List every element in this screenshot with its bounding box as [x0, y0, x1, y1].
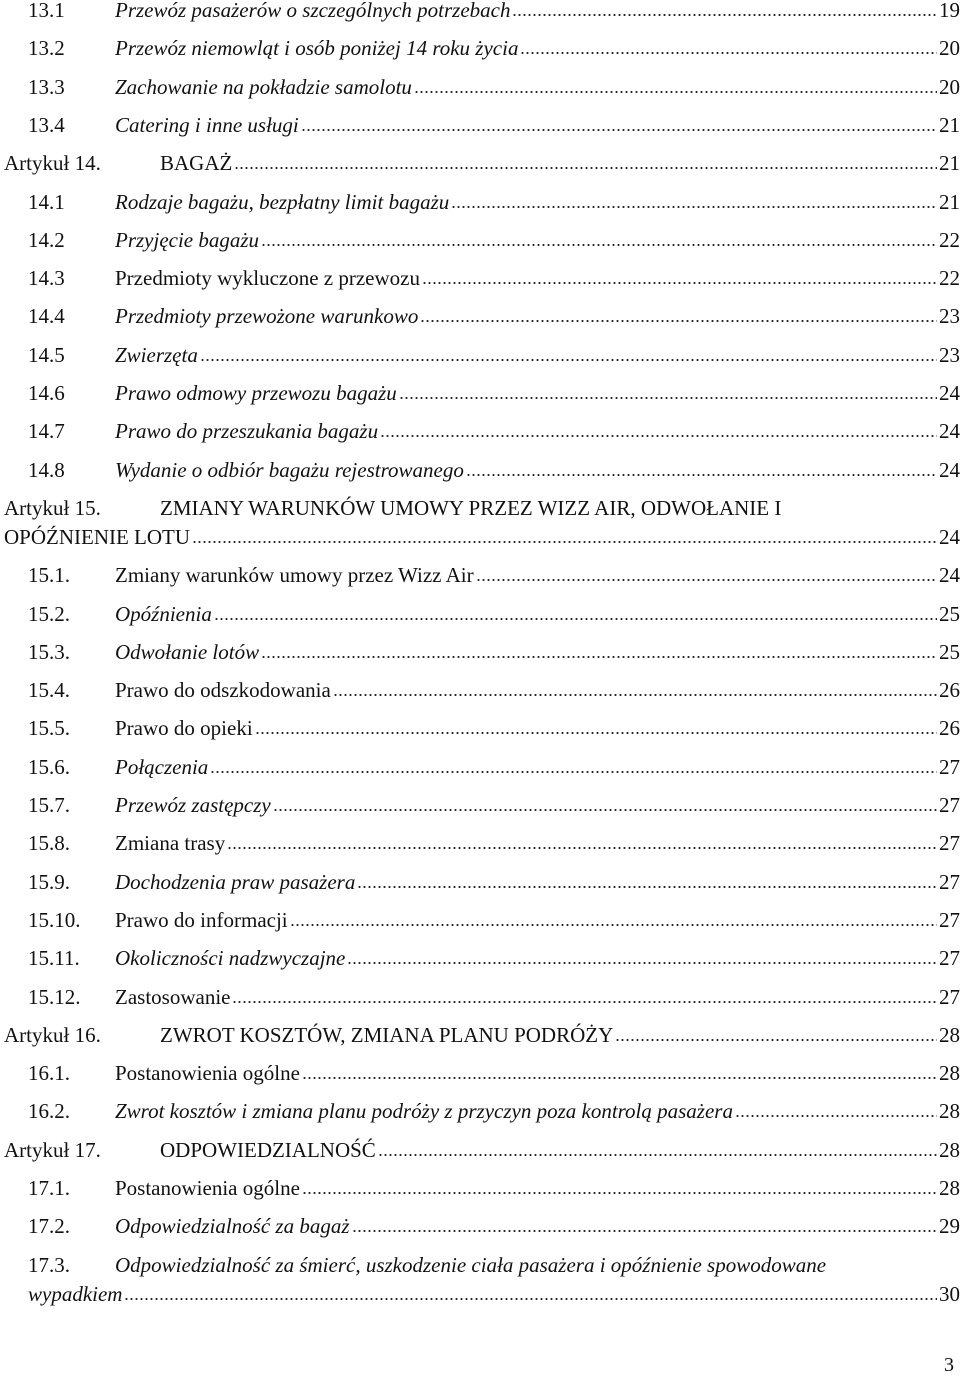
toc-entry[interactable] — [0, 1175, 960, 1201]
toc-entry-title: Dochodzenia praw pasażera — [115, 869, 356, 894]
toc-entry-page: 22 — [939, 266, 960, 291]
dot-leader — [261, 655, 937, 659]
dot-leader — [466, 473, 937, 477]
toc-entry-number: 13.4 — [28, 112, 65, 137]
dot-leader — [200, 358, 937, 362]
toc-entry-number: 14.2 — [28, 227, 65, 252]
toc-entry-page: 24 — [939, 457, 960, 482]
toc-entry-number: 15.5. — [28, 716, 70, 741]
toc-entry[interactable] — [0, 457, 960, 483]
toc-entry-number: 16.2. — [28, 1099, 70, 1124]
toc-entry[interactable] — [0, 830, 960, 856]
toc-entry-number: 14.6 — [28, 381, 65, 405]
toc-entry[interactable] — [0, 380, 960, 406]
toc-entry-title: Zachowanie na pokładzie samolotu — [115, 74, 412, 99]
toc-entry-title: Przewóz zastępczy — [115, 793, 271, 817]
toc-entry-page: 24 — [939, 381, 960, 405]
toc-entry-page: 25 — [939, 601, 960, 626]
toc-entry-page: 20 — [939, 74, 960, 99]
toc-entry-page: 24 — [939, 419, 960, 444]
dot-leader — [234, 166, 937, 170]
toc-entry-title: ZWROT KOSZTÓW, ZMIANA PLANU PODRÓŻY — [160, 1022, 614, 1047]
dot-leader — [357, 885, 937, 889]
dot-leader — [302, 1191, 937, 1195]
toc-entry[interactable] — [0, 562, 960, 588]
toc-entry-page: 24 — [939, 563, 960, 588]
dot-leader — [476, 578, 937, 582]
toc-entry[interactable] — [0, 0, 960, 23]
toc-entry-title: BAGAŻ — [160, 151, 233, 176]
toc-entry[interactable] — [0, 601, 960, 627]
toc-entry[interactable] — [0, 639, 960, 665]
toc-entry-title: Okoliczności nadzwyczajne — [115, 946, 346, 971]
dot-leader — [301, 128, 937, 132]
toc-entry-page: 27 — [939, 831, 960, 856]
toc-entry-number: Artykuł 17. — [4, 1137, 101, 1162]
dot-leader — [735, 1114, 937, 1118]
toc-entry-page: 28 — [939, 1099, 960, 1124]
dot-leader — [399, 396, 937, 400]
toc-entry-title: Przewóz niemowląt i osób poniżej 14 roku życia — [115, 36, 519, 61]
toc-entry[interactable] — [0, 1213, 960, 1239]
toc-entry[interactable] — [0, 112, 960, 138]
toc-entry-page: 21 — [939, 151, 960, 176]
toc-entry[interactable] — [0, 227, 960, 253]
dot-leader — [347, 961, 937, 965]
toc-entry[interactable] — [0, 1060, 960, 1086]
toc-entry-page: 23 — [939, 304, 960, 329]
toc-entry-number: 14.4 — [28, 304, 65, 329]
toc-entry[interactable] — [0, 35, 960, 61]
toc-entry-page: 28 — [939, 1176, 960, 1200]
dot-leader — [255, 731, 937, 735]
toc-entry-page: 28 — [939, 1061, 960, 1086]
toc-entry[interactable] — [0, 189, 960, 215]
toc-entry-page: 28 — [939, 1022, 960, 1047]
toc-entry-title: Zmiany warunków umowy przez Wizz Air — [115, 563, 474, 588]
toc-entry-title: Zwierzęta — [115, 342, 198, 367]
toc-entry-title: Przedmioty wykluczone z przewozu — [115, 266, 420, 291]
dot-leader — [615, 1038, 937, 1042]
toc-entry-page: 22 — [939, 227, 960, 252]
dot-leader — [214, 617, 937, 621]
toc-entry-title-continued: wypadkiem — [28, 1281, 123, 1306]
toc-entry-number: 13.2 — [28, 36, 65, 61]
dot-leader — [227, 846, 937, 850]
dot-leader — [378, 1153, 937, 1157]
toc-entry[interactable] — [0, 754, 960, 780]
dot-leader — [520, 51, 937, 55]
toc-entry-number: 13.1 — [28, 0, 65, 22]
dot-leader — [380, 434, 937, 438]
toc-entry-number: 15.9. — [28, 869, 70, 894]
toc-entry-title: Przewóz pasażerów o szczególnych potrzebach — [115, 0, 511, 22]
toc-entry-page: 27 — [939, 946, 960, 971]
dot-leader — [232, 1000, 937, 1004]
toc-entry-number: Artykuł 16. — [4, 1022, 101, 1047]
toc-entry-title: Prawo do informacji — [115, 907, 288, 932]
toc-entry-title: Przedmioty przewożone warunkowo — [115, 304, 419, 329]
toc-entry-number: Artykuł 15. — [4, 495, 101, 520]
toc-entry-title: Odpowiedzialność za śmierć, uszkodzenie ciała pasażera i opóźnienie spowodowane — [115, 1252, 827, 1277]
toc-entry-title: Przyjęcie bagażu — [115, 227, 260, 252]
toc-entry-title: Prawo odmowy przewozu bagażu — [115, 381, 397, 405]
toc-entry-number: 15.3. — [28, 639, 70, 664]
dot-leader — [302, 1076, 937, 1080]
toc-entry-page: 25 — [939, 639, 960, 664]
toc-entry-number: 17.2. — [28, 1214, 70, 1239]
toc-entry-title: ZMIANY WARUNKÓW UMOWY PRZEZ WIZZ AIR, ODWOŁANIE I — [160, 495, 782, 520]
toc-entry-number: 14.5 — [28, 342, 65, 367]
toc-entry-page: 27 — [939, 984, 960, 1009]
toc-entry[interactable] — [0, 1252, 960, 1308]
toc-entry-page: 27 — [939, 869, 960, 894]
toc-entry[interactable] — [0, 418, 960, 444]
toc-entry[interactable] — [0, 677, 960, 703]
toc-entry[interactable] — [0, 945, 960, 971]
toc-entry-page: 21 — [939, 112, 960, 137]
dot-leader — [512, 13, 937, 17]
toc-entry-number: 14.8 — [28, 457, 65, 482]
toc-entry-number: 15.11. — [28, 946, 80, 971]
toc-entry-title: Odwołanie lotów — [115, 639, 260, 664]
toc-entry-title: Prawo do odszkodowania — [115, 678, 331, 703]
toc-entry[interactable] — [0, 495, 960, 551]
toc-entry-number: 15.1. — [28, 563, 70, 588]
dot-leader — [352, 1229, 937, 1233]
dot-leader — [261, 243, 937, 247]
toc-entry-number: 15.6. — [28, 754, 70, 779]
toc-entry-title: Postanowienia ogólne — [115, 1061, 300, 1086]
toc-entry-page: 28 — [939, 1137, 960, 1162]
toc-entry-title: Opóźnienia — [115, 601, 212, 626]
toc-entry-page: 26 — [939, 716, 960, 741]
toc-entry-number: 15.10. — [28, 907, 81, 932]
dot-leader — [420, 319, 937, 323]
dot-leader — [124, 1297, 937, 1301]
toc-entry[interactable] — [0, 869, 960, 895]
toc-entry-number: 14.3 — [28, 266, 65, 291]
dot-leader — [210, 770, 937, 774]
dot-leader — [422, 281, 937, 285]
dot-leader — [273, 808, 937, 812]
toc-entry-title: Połączenia — [115, 754, 209, 779]
toc-entry-number: 17.1. — [28, 1176, 70, 1200]
toc-entry-page: 27 — [939, 907, 960, 932]
toc-entry-page: 30 — [939, 1281, 960, 1306]
toc-entry[interactable] — [0, 1098, 960, 1124]
toc-entry[interactable] — [0, 984, 960, 1010]
toc-entry-title: Catering i inne usługi — [115, 112, 299, 137]
toc-entry[interactable] — [0, 792, 960, 818]
toc-entry-number: 15.2. — [28, 601, 70, 626]
toc-entry-number: 15.7. — [28, 793, 70, 817]
toc-entry-number: 14.1 — [28, 189, 65, 214]
toc-entry-title: Zwrot kosztów i zmiana planu podróży z przyczyn poza kontrolą pasażera — [115, 1099, 733, 1124]
toc-entry-number: 15.12. — [28, 984, 81, 1009]
dot-leader — [290, 923, 937, 927]
toc-entry-title: Postanowienia ogólne — [115, 1176, 300, 1200]
toc-entry[interactable] — [0, 1137, 960, 1163]
toc-entry-number: 13.3 — [28, 74, 65, 99]
toc-entry[interactable] — [0, 303, 960, 329]
toc-entry[interactable] — [0, 150, 960, 176]
dot-leader — [414, 90, 937, 94]
toc-entry-number: Artykuł 14. — [4, 151, 101, 176]
toc-entry-title: Rodzaje bagażu, bezpłatny limit bagażu — [115, 189, 450, 214]
toc-entry-page: 24 — [939, 524, 960, 549]
toc-entry-title: Zmiana trasy — [115, 831, 226, 856]
toc-entry-page: 29 — [939, 1214, 960, 1239]
toc-entry[interactable] — [0, 342, 960, 368]
toc-entry-page: 20 — [939, 36, 960, 61]
toc-entry[interactable] — [0, 715, 960, 741]
toc-entry-page: 21 — [939, 189, 960, 214]
toc-entry[interactable] — [0, 265, 960, 291]
toc-entry-title: Odpowiedzialność za bagaż — [115, 1214, 350, 1239]
toc-entry[interactable] — [0, 74, 960, 100]
dot-leader — [451, 205, 937, 209]
toc-entry-title: ODPOWIEDZIALNOŚĆ — [160, 1137, 376, 1162]
toc-entry-title: Prawo do przeszukania bagażu — [115, 419, 379, 444]
dot-leader — [192, 540, 937, 544]
toc-entry-number: 17.3. — [28, 1252, 70, 1277]
toc-entry-page: 27 — [939, 793, 960, 817]
toc-entry[interactable] — [0, 1022, 960, 1048]
page-number: 3 — [944, 1354, 954, 1376]
toc-entry[interactable] — [0, 907, 960, 933]
toc-entry-title: Prawo do opieki — [115, 716, 253, 741]
toc-entry-title: Zastosowanie — [115, 984, 231, 1009]
toc-entry-page: 23 — [939, 342, 960, 367]
toc-entry-number: 14.7 — [28, 419, 65, 444]
toc-entry-page: 27 — [939, 754, 960, 779]
toc-entry-number: 15.4. — [28, 678, 70, 703]
toc-entry-title: Wydanie o odbiór bagażu rejestrowanego — [115, 457, 464, 482]
toc-entry-number: 15.8. — [28, 831, 70, 856]
toc-entry-number: 16.1. — [28, 1061, 70, 1086]
toc-entry-page: 19 — [939, 0, 960, 22]
toc-entry-page: 26 — [939, 678, 960, 703]
toc-entry-title-continued: OPÓŹNIENIE LOTU — [4, 524, 191, 549]
dot-leader — [333, 693, 937, 697]
